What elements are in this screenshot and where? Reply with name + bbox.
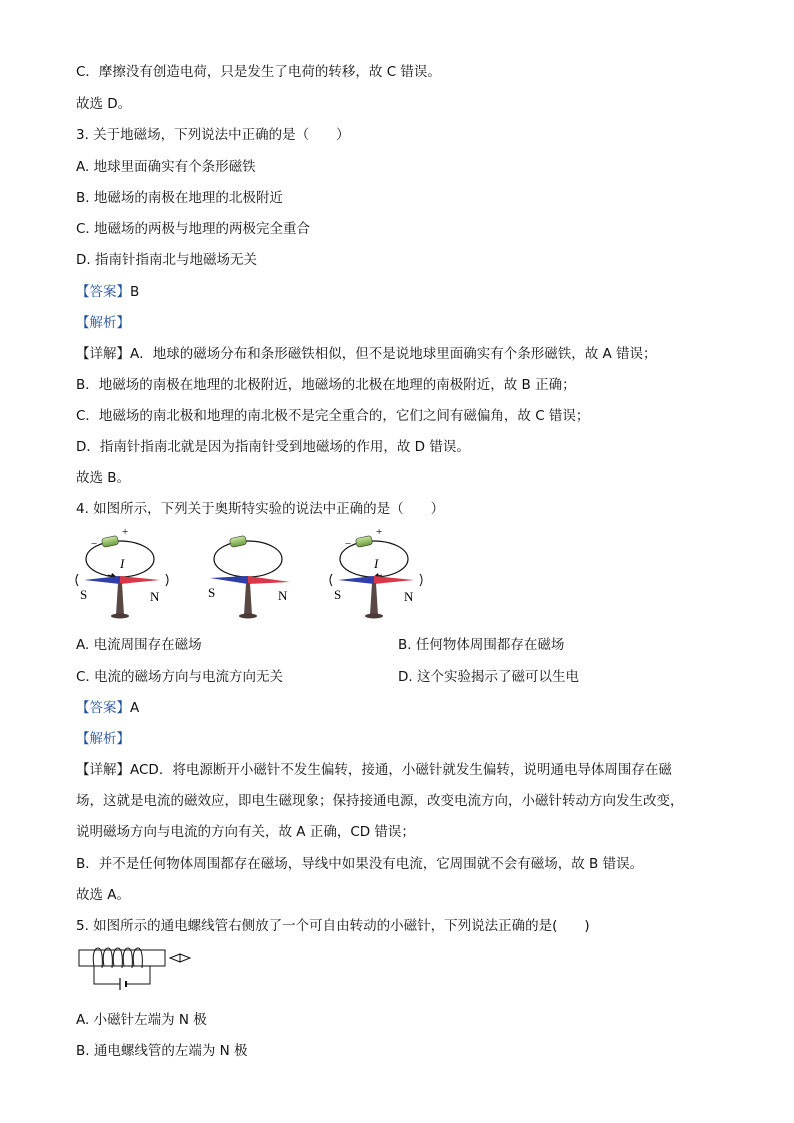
stand-base-icon (365, 614, 383, 619)
q4-conclusion: 故选 A。 (76, 887, 131, 903)
q5-option-a: A. 小磁针左端为 N 极 (76, 1012, 207, 1028)
stand-base-icon (239, 614, 257, 619)
figure-panel-2 (208, 535, 290, 618)
south-label: S (208, 585, 216, 600)
q3-option-b: B. 地磁场的南极在地理的北极附近 (76, 190, 283, 206)
circuit-wire-right (126, 966, 150, 984)
q3-answer (76, 283, 139, 301)
q3-conclusion: 故选 B。 (76, 470, 131, 486)
answer-tag: 【答案】 (76, 284, 130, 300)
north-label: N (150, 589, 160, 604)
q3-detail-1: B．地磁场的南极在地理的北极附近，地磁场的北极在地理的南极附近，故 B 正确； (76, 377, 576, 393)
needle-south-icon (338, 576, 374, 584)
south-label: S (80, 587, 88, 602)
prev-conclusion: 故选 D。 (76, 96, 132, 112)
q3-detail-2: C．地磁场的南北极和地理的南北极不是完全重合的，它们之间有磁偏角，故 C 错误； (76, 408, 590, 424)
q3-analysis-tag: 【解析】 (76, 315, 130, 331)
q3-option-d: D. 指南针指南北与地磁场无关 (76, 252, 257, 268)
stand-icon (244, 583, 252, 615)
q4-detail-1: 场，这就是电流的磁效应，即电生磁现象；保持接通电源，改变电流方向，小磁针转动方向发生改变， (76, 793, 684, 809)
detail-text: A．地球的磁场分布和条形磁铁相似，但不是说地球里面确实有个条形磁铁，故 A 错误； (130, 346, 657, 362)
minus-label: − (345, 538, 352, 550)
answer-tag: 【答案】 (76, 700, 130, 716)
south-label: S (334, 587, 342, 602)
q4-detail-0 (76, 761, 672, 779)
current-label: I (120, 556, 125, 571)
q4-answer (76, 699, 139, 717)
q3-detail-0 (76, 345, 657, 363)
minus-label: − (91, 538, 98, 550)
plus-label: + (376, 527, 383, 538)
detail-tag: 【详解】 (76, 346, 130, 362)
detail-tag: 【详解】 (76, 762, 130, 778)
q4-option-c: C. 电流的磁场方向与电流方向无关 (76, 669, 284, 685)
figure-panel-3 (330, 527, 422, 619)
small-compass-needle-icon (170, 954, 190, 962)
rotation-arrow-right-icon (420, 574, 422, 586)
circuit-wire-left (94, 966, 120, 984)
solenoid-figure (76, 944, 196, 1000)
prev-option-c: C．摩擦没有创造电荷，只是发生了电荷的转移，故 C 错误。 (76, 64, 441, 80)
q4-detail-3: B．并不是任何物体周围都存在磁场，导线中如果没有电流，它周围就不会有磁场，故 B 错误。 (76, 856, 644, 872)
needle-north-icon (120, 576, 160, 584)
needle-south-icon (84, 576, 120, 584)
rotation-arrow-left-icon (330, 574, 332, 586)
detail-text: ACD．将电源断开小磁针不发生偏转，接通，小磁针就发生偏转，说明通电导体周围存在磁 (130, 762, 672, 778)
rotation-arrow-right-icon (166, 574, 168, 586)
q3-stem: 3. 关于地磁场，下列说法中正确的是（ ） (76, 127, 350, 143)
needle-south-icon (210, 576, 248, 584)
answer-value: A (130, 700, 140, 716)
needle-north-icon (248, 576, 290, 584)
wire-loop (214, 541, 282, 577)
q5-option-b: B. 通电螺线管的左端为 N 极 (76, 1043, 248, 1059)
stand-base-icon (111, 614, 129, 619)
plus-label: + (122, 527, 129, 538)
q3-detail-3: D．指南针指南北就是因为指南针受到地磁场的作用，故 D 错误。 (76, 439, 470, 455)
resistor-icon (355, 535, 373, 547)
needle-north-icon (374, 576, 414, 584)
stand-icon (116, 583, 124, 615)
q3-option-c: C. 地磁场的两极与地理的两极完全重合 (76, 221, 311, 237)
resistor-icon (101, 535, 119, 547)
stand-icon (370, 583, 378, 615)
oersted-figure (72, 527, 424, 629)
q4-analysis-tag: 【解析】 (76, 731, 130, 747)
q4-stem: 4. 如图所示，下列关于奥斯特实验的说法中正确的是（ ） (76, 501, 445, 517)
rotation-arrow-left-icon (76, 574, 78, 586)
north-label: N (278, 588, 288, 603)
figure-panel-1 (76, 527, 168, 619)
q3-option-a: A. 地球里面确实有个条形磁铁 (76, 159, 256, 175)
coil-windings-icon (93, 948, 142, 968)
answer-value: B (130, 284, 140, 300)
q4-option-b: B. 任何物体周围都存在磁场 (398, 637, 565, 653)
q4-option-a: A. 电流周围存在磁场 (76, 637, 202, 653)
q4-detail-2: 说明磁场方向与电流的方向有关，故 A 正确，CD 错误； (76, 824, 415, 840)
resistor-icon (229, 535, 247, 547)
north-label: N (404, 589, 414, 604)
current-label: I (374, 556, 379, 571)
q4-option-d: D. 这个实验揭示了磁可以生电 (398, 669, 579, 685)
q5-stem: 5. 如图所示的通电螺线管右侧放了一个可自由转动的小磁针，下列说法正确的是( ) (76, 918, 590, 934)
